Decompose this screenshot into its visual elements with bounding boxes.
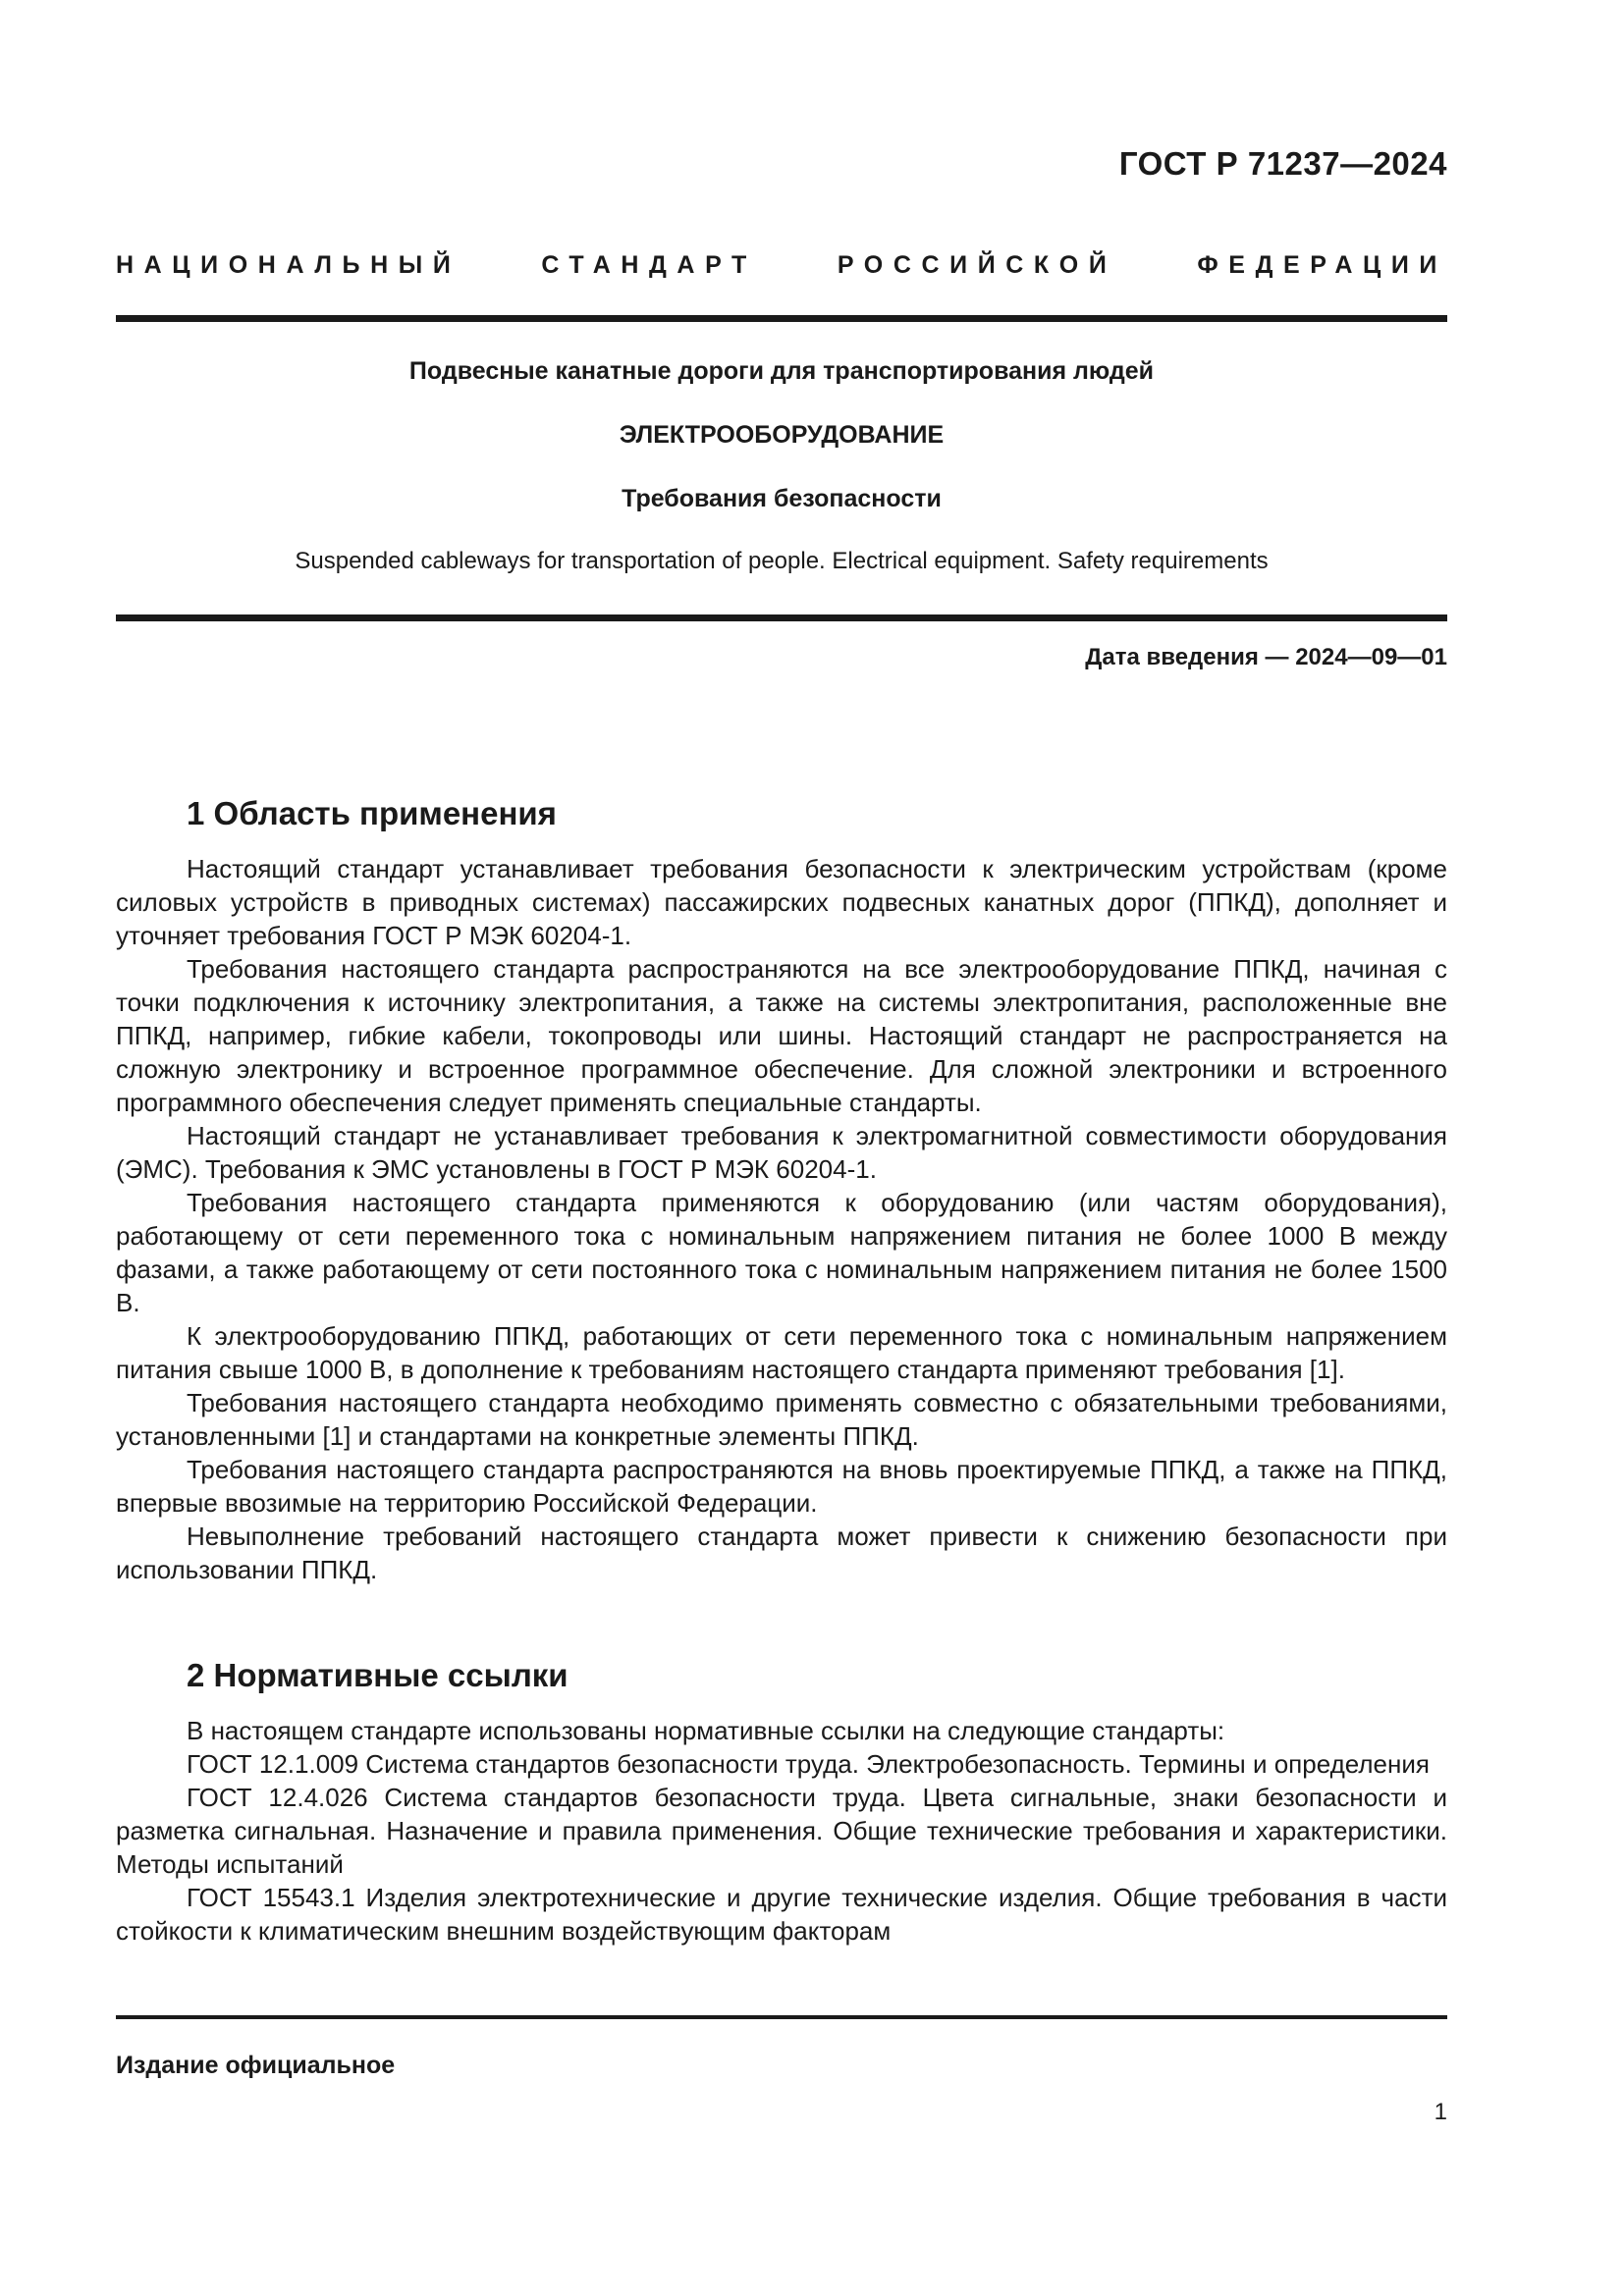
paragraph: Настоящий стандарт не устанавливает требования к электромагнитной совместимости оборудования (ЭМС). Требования к ЭМС установлены в ГОСТ Р МЭК 60204-1. (116, 1121, 1447, 1184)
paragraph: Невыполнение требований настоящего стандарта может привести к снижению безопасности при использовании ППКД. (116, 1522, 1447, 1584)
page-number: 1 (1434, 2099, 1447, 2125)
section-heading-scope: 1 Область применения (187, 795, 557, 831)
introduction-date: Дата введения — 2024—09—01 (1085, 644, 1447, 670)
footer-divider (116, 2015, 1447, 2019)
paragraph: Настоящий стандарт устанавливает требования безопасности к электрическим устройствам (кроме силовых устройств в приводных системах) пассажирских подвесных канатных дорог (ППКД), дополняет и уточняет требования ГОСТ Р МЭК 60204-1. (116, 854, 1447, 950)
reference-item: ГОСТ 15543.1 Изделия электротехнические и другие технические изделия. Общие требования в части стойкости к климатическим внешним воздействующим факторам (116, 1883, 1447, 1946)
paragraph: К электрооборудованию ППКД, работающих от сети переменного тока с номинальным напряжением питания свыше 1000 В, в дополнение к требованиям настоящего стандарта применяют требования [1]. (116, 1321, 1447, 1384)
official-edition-label: Издание официальное (116, 2052, 396, 2079)
document-title-english: Suspended cableways for transportation of people. Electrical equipment. Safety requirements (295, 548, 1269, 574)
paragraph: Требования настоящего стандарта распространяются на все электрооборудование ППКД, начиная с точки подключения к источнику электропитания, а также на системы электропитания, расположенные вне ППКД, например, гибкие кабели, токопроводы или шины. Настоящий стандарт не распространяется на сложную электронику и встроенное программное обеспечение. Для сложной электроники и встроенного программного обеспечения следует применять специальные стандарты. (116, 954, 1447, 1117)
paragraph: Требования настоящего стандарта необходимо применять совместно с обязательными требованиями, установленными [1] и стандартами на конкретные элементы ППКД. (116, 1388, 1447, 1451)
document-title-line3: Требования безопасности (622, 485, 942, 512)
reference-item: ГОСТ 12.1.009 Система стандартов безопасности труда. Электробезопасность. Термины и определения (187, 1749, 1430, 1779)
section-body-normative-references (116, 1714, 1447, 1948)
paragraph: Требования настоящего стандарта применяются к оборудованию (или частям оборудования), работающему от сети переменного тока с номинальным напряжением питания не более 1000 В между фазами, а также работающему от сети постоянного тока с номинальным напряжением питания не более 1500 В. (116, 1188, 1447, 1317)
paragraph: Требования настоящего стандарта распространяются на вновь проектируемые ППКД, а также на ППКД, впервые ввозимые на территорию Российской Федерации. (116, 1455, 1447, 1518)
reference-item: ГОСТ 12.4.026 Система стандартов безопасности труда. Цвета сигнальные, знаки безопасности и разметка сигнальная. Назначение и правила применения. Общие технические требования и характеристики. Методы испытаний (116, 1783, 1447, 1879)
document-title-line1: Подвесные канатные дороги для транспортирования людей (408, 357, 1155, 385)
paragraph: В настоящем стандарте использованы нормативные ссылки на следующие стандарты: (187, 1716, 1225, 1745)
title-divider (116, 614, 1447, 621)
document-number: ГОСТ Р 71237—2024 (1118, 145, 1447, 182)
section-heading-normative-references: 2 Нормативные ссылки (187, 1657, 568, 1693)
document-title-line2: ЭЛЕКТРООБОРУДОВАНИЕ (619, 421, 945, 449)
national-standard-banner: НАЦИОНАЛЬНЫЙ СТАНДАРТ РОССИЙСКОЙ ФЕДЕРАЦИИ (116, 251, 1447, 279)
section-body-scope (116, 852, 1447, 1586)
header-divider (116, 315, 1447, 322)
